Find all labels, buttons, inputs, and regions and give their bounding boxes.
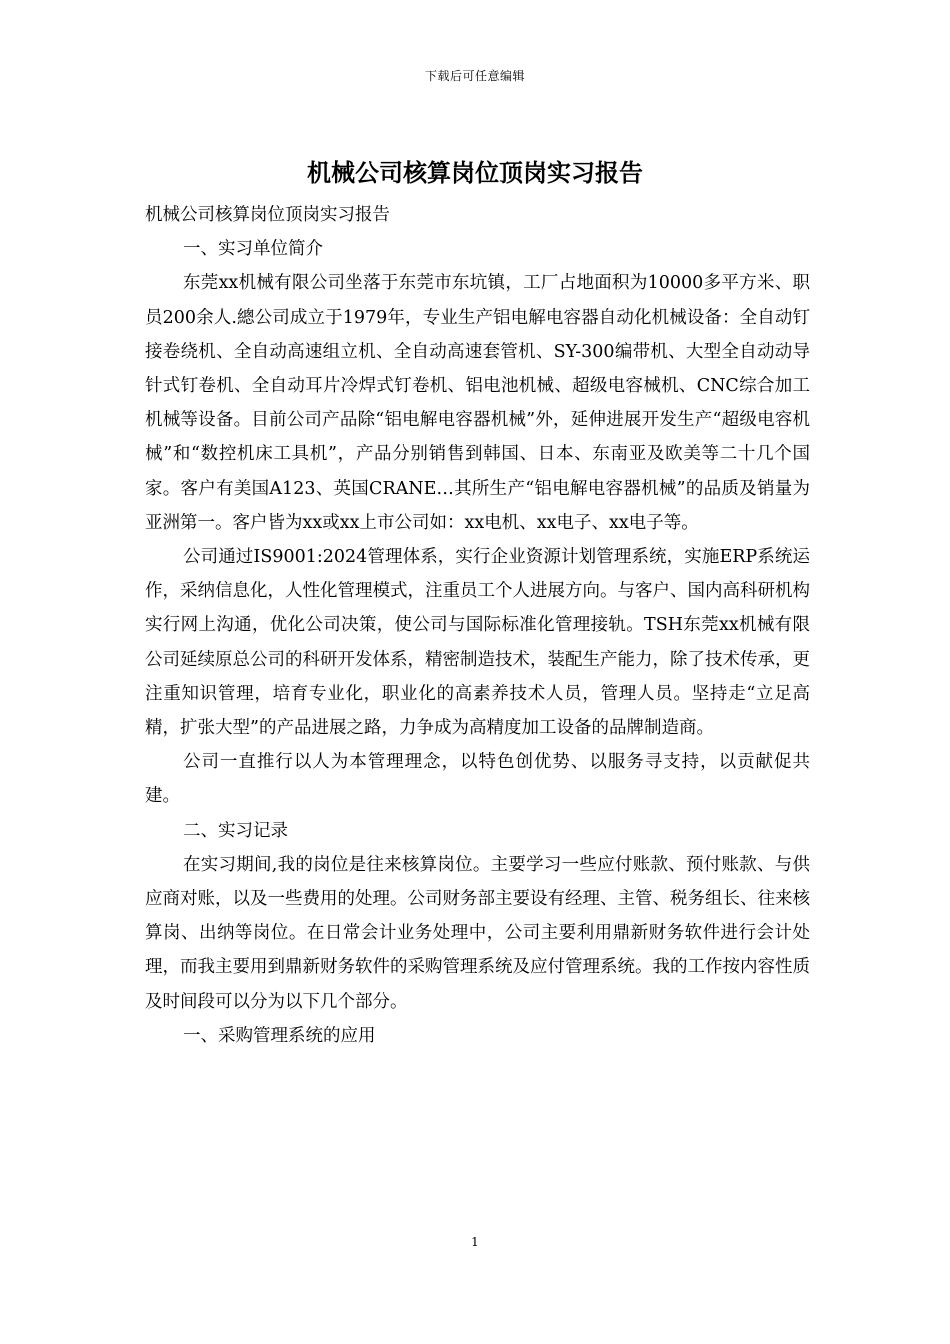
page-number: 1 — [471, 1235, 479, 1249]
section-heading-company-intro: 一、实习单位简介 — [183, 239, 323, 260]
section-heading-purchasing-system: 一、采购管理系统的应用 — [183, 1025, 376, 1046]
section-heading-internship-record: 二、实习记录 — [183, 820, 288, 841]
document-body — [145, 198, 810, 1053]
document-title: 机械公司核算岗位顶岗实习报告 — [307, 159, 643, 187]
header-note: 下载后可任意编辑 — [424, 69, 525, 83]
paragraph-internship-duties: 在实习期间,我的岗位是往来核算岗位。主要学习一些应付账款、预付账款、与供应商对账，以及一些费用的处理。公司财务部主要设有经理、主管、税务组长、往来核算岗、出纳等岗位。在日常会计业务处理中，公司主要利用鼎新财务软件进行会计处理，而我主要用到鼎新财务软件的采购管理系统及应付管理系统。我的工作按内容性质及时间段可以分为以下几个部分。 — [145, 854, 810, 1012]
paragraph-management-philosophy: 公司一直推行以人为本管理理念，以特色创优势、以服务寻支持，以贡献促共建。 — [145, 752, 810, 807]
paragraph-company-overview: 东莞xx机械有限公司坐落于东莞市东坑镇，工厂占地面积为10000多平方米、职员200余人.總公司成立于1979年，专业生产铝电解电容器自动化机械设备：全自动钉接卷绕机、全自动高速组立机、全自动高速套管机、SY-300编带机、大型全自动动导针式钉卷机、全自动耳片冷焊式钉卷机、铝电池机械、超级电容械机、CNC综合加工机械等设备。目前公司产品除“铝电解电容器机械”外，延伸进展开发生产“超级电容机械”和“数控机床工具机”，产品分别销售到韩国、日本、东南亚及欧美等二十几个国家。客户有美国A123、英国CRANE…其所生产“铝电解电容器机械”的品质及销量为亚洲第一。客户皆为xx或xx上市公司如：xx电机、xx电子、xx电子等。 — [145, 273, 810, 533]
subtitle-line: 机械公司核算岗位顶岗实习报告 — [145, 205, 390, 225]
paragraph-management-system: 公司通过IS9001:2024管理体系，实行企业资源计划管理系统，实施ERP系统运作，采纳信息化，人性化管理模式，注重员工个人进展方向。与客户、国内高科研机构实行网上沟通，优化公司决策，使公司与国际标准化管理接轨。TSH东莞xx机械有限公司延续原总公司的科研开发体系，精密制造技术，装配生产能力，除了技术传承，更注重知识管理，培育专业化，职业化的高素养技术人员，管理人员。坚持走“立足高精，扩张大型”的产品进展之路，力争成为高精度加工设备的品牌制造商。 — [145, 547, 810, 739]
